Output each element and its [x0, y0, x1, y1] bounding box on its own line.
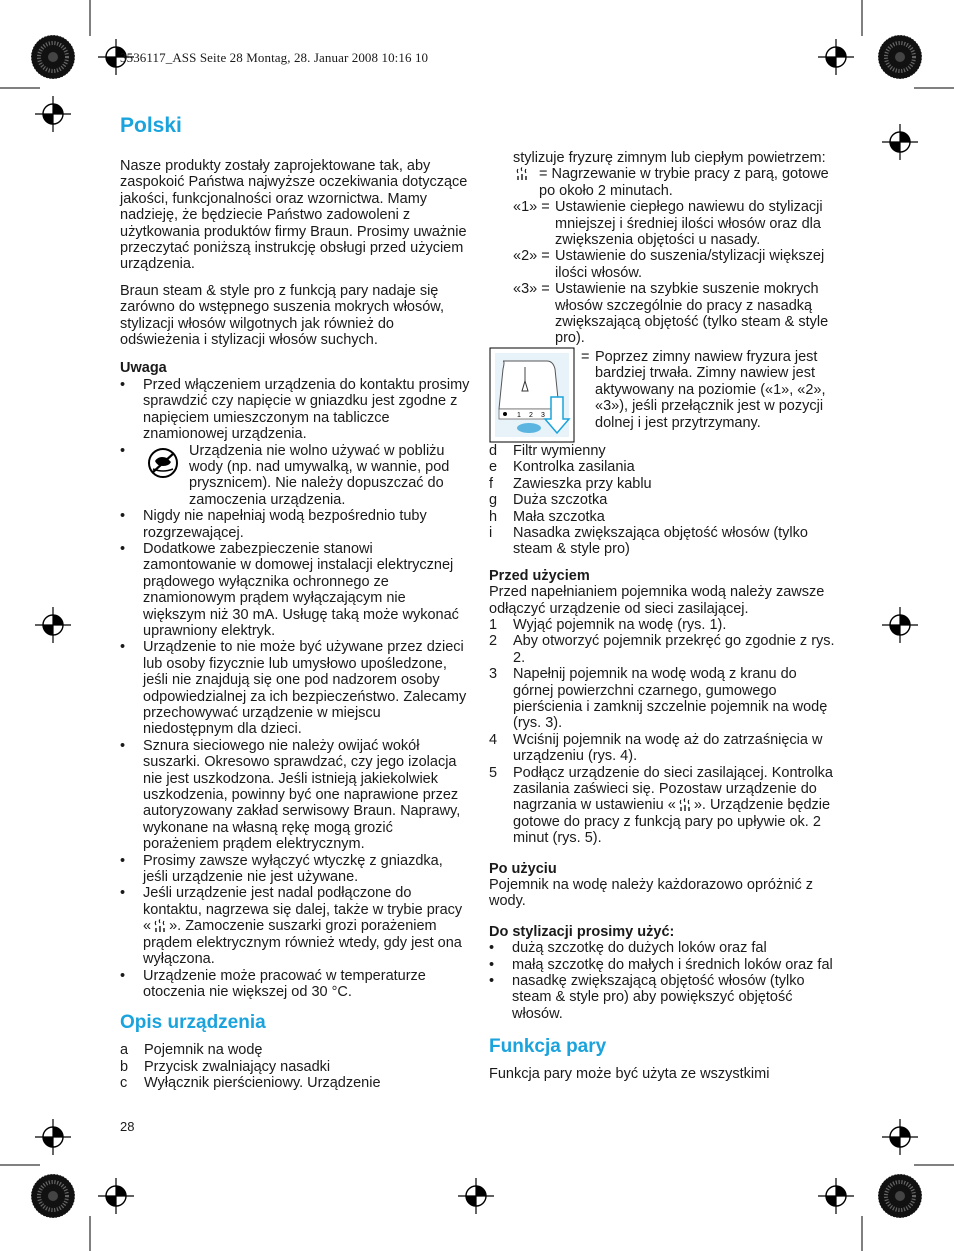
- list-item: • małą szczotkę do małych i średnich loków oraz fal: [489, 957, 839, 973]
- dial-label: 2: [529, 411, 533, 419]
- setting-key: =: [581, 348, 590, 365]
- step-number: 3: [489, 666, 498, 683]
- item-text: Filtr wymienny: [513, 442, 606, 459]
- list-item: • Dodatkowe zabezpieczenie stanowi zamontowanie w domowej instalacji elektrycznej prądowego wyłącznika ochronnego ze znamionowym prądem wyłączającym nie większym niż 30 mA. Usługę taką może wykonać uprawniony elektryk.: [120, 541, 470, 639]
- item-key: f: [489, 475, 494, 492]
- list-item: [120, 1075, 470, 1091]
- paragraph: Pojemnik na wodę należy każdorazowo opróżnić z wody.: [489, 877, 814, 910]
- item-key: g: [489, 492, 498, 509]
- intro-paragraph: Braun steam & style pro z funkcją pary nadaje się zarówno do wstępnego suszenia mokrych włosów, stylizacji włosów wilgotnych jak również do odświeżenia i stylizacji włosów suchych.: [120, 282, 444, 349]
- subheading-do: Do stylizacji prosimy użyć:: [489, 923, 675, 940]
- setting-key: «2» =: [513, 248, 550, 265]
- steam-icon: [678, 798, 692, 812]
- subheading-przed: Przed użyciem: [489, 567, 590, 584]
- list-item: • dużą szczotkę do dużych loków oraz fal: [489, 940, 839, 956]
- setting-item: [513, 248, 839, 281]
- radial-print-mark-icon: [31, 1174, 75, 1218]
- step-item: [489, 765, 839, 847]
- item-text: Przycisk zwalniający nasadki: [144, 1058, 331, 1075]
- list-item: [489, 492, 839, 508]
- section-title-polski: Polski: [120, 114, 182, 137]
- radial-print-mark-icon: [878, 35, 922, 79]
- steam-icon: [153, 919, 167, 933]
- print-header: 3536117_ASS Seite 28 Montag, 28. Januar 2008 10:16 10: [120, 50, 429, 65]
- radial-print-mark-icon: [31, 35, 75, 79]
- subheading-uwaga: Uwaga: [120, 360, 167, 377]
- item-text: Pojemnik na wodę: [144, 1042, 263, 1059]
- list-item: [120, 1042, 470, 1058]
- section-title-opis: Opis urządzenia: [120, 1012, 266, 1034]
- steps-list: [489, 617, 839, 847]
- list-item: [489, 443, 839, 459]
- subheading-po: Po użyciu: [489, 860, 557, 877]
- step-number: 1: [489, 616, 498, 633]
- setting-key: «3» =: [513, 281, 550, 298]
- section-title-funkcja: Funkcja pary: [489, 1036, 607, 1058]
- item-text: Nasadka zwiększająca objętość włosów (tylko steam & style pro): [513, 524, 808, 558]
- step-item: [489, 666, 839, 732]
- list-item: • Urządzenie może pracować w temperaturze otoczenia nie większej od 30 °C.: [120, 968, 470, 1001]
- page-number: 28: [120, 1119, 135, 1134]
- step-text: Wciśnij pojemnik na wodę aż do zatrzaśnięcia w urządzeniu (rys. 4).: [513, 731, 823, 765]
- right-column: [489, 150, 839, 1083]
- list-item: [120, 1059, 470, 1075]
- item-text: Mała szczotka: [513, 508, 605, 525]
- list-item: • Urządzenie to nie może być używane przez dzieci lub osoby fizycznie lub umysłowo upośledzone, jeśli nie znajdują się one pod nadzorem osoby odpowiedzialnej za ich bezpieczeństwo. Zalecamy przechowywać urządzenie w miejscu niedostępnym dla dzieci.: [120, 639, 470, 737]
- parts-list: [120, 1042, 470, 1091]
- crosshair-mark-icon: [98, 1178, 134, 1214]
- setting-item: [513, 199, 839, 248]
- list-text: ». Zamoczenie suszarki grozi porażeniem prądem elektrycznym również wtedy, gdy jest ona wyłączona.: [143, 918, 462, 968]
- step-number: 5: [489, 764, 498, 781]
- item-key: b: [120, 1058, 129, 1075]
- setting-item: [513, 281, 839, 347]
- list-item: [489, 459, 839, 475]
- list-item: • Prosimy zawsze wyłączyć wtyczkę z gniazdka, jeśli urządzenie nie jest używane.: [120, 853, 470, 886]
- intro-paragraph: Nasze produkty zostały zaprojektowane tak, aby zaspokoić Państwa najwyższe oczekiwania dotyczące jakości, funkcjonalności oraz wzornictwa. Mamy nadzieję, że będziecie Państwo zadowoleni z użytkowania produktów firmy Braun. Prosimy uważnie przeczytać poniższą instrukcję obsługi przed użyciem urządzenia.: [120, 158, 468, 273]
- list-text: Jeśli urządzenie jest nadal podłączone do kontaktu, nagrzewa się dalej, także w trybie pracy «: [143, 885, 463, 935]
- item-key: a: [120, 1042, 129, 1059]
- list-item: • Przed włączeniem urządzenia do kontaktu prosimy sprawdzić czy napięcie w gniazdku jest zgodne z napięciem umieszczonym na tabliczce znamionowej urządzenia.: [120, 377, 470, 443]
- styling-list: [489, 940, 839, 1022]
- step-item: [489, 617, 839, 633]
- setting-item: [513, 166, 839, 199]
- item-text: Wyłącznik pierścieniowy. Urządzenie: [144, 1075, 381, 1092]
- list-item: [120, 443, 470, 509]
- no-water-warning-icon: [143, 445, 187, 485]
- crosshair-mark-icon: [818, 39, 854, 75]
- item-key: h: [489, 508, 498, 525]
- dial-label: 3: [541, 411, 545, 419]
- setting-key: «1» =: [513, 199, 550, 216]
- steam-icon: [515, 167, 529, 181]
- step-text: Wyjąć pojemnik na wodę (rys. 1).: [513, 616, 727, 633]
- item-key: c: [120, 1075, 128, 1092]
- list-item: [489, 525, 839, 558]
- item-key: d: [489, 442, 498, 459]
- list-item: [489, 509, 839, 525]
- step-item: [489, 732, 839, 765]
- cool-shot-dial-icon: [489, 347, 575, 443]
- step-text: Napełnij pojemnik na wodę wodą z kranu do górnej powierzchni czarnego, gumowego pierścienia i zamknij szczelnie pojemnik na wodę (rys. 3).: [513, 666, 828, 732]
- crosshair-mark-icon: [458, 1178, 494, 1214]
- list-item: [120, 885, 470, 967]
- continuation-text: stylizuje fryzurę zimnym lub ciepłym powietrzem:: [513, 150, 826, 166]
- step-text-part: ». Urządzenie będzie gotowe do pracy z funkcją pary po upływie ok. 2 minut (rys. 5).: [513, 797, 831, 847]
- setting-key: [513, 166, 539, 199]
- item-text: Kontrolka zasilania: [513, 459, 635, 476]
- radial-print-mark-icon: [878, 1174, 922, 1218]
- dial-label: 1: [517, 411, 521, 419]
- item-text: Zawieszka przy kablu: [513, 475, 652, 492]
- setting-text: = Nagrzewanie w trybie pracy z parą, gotowe po około 2 minutach.: [539, 166, 829, 199]
- item-text: Duża szczotka: [513, 492, 608, 509]
- paragraph: Funkcja pary może być użyta ze wszystkimi: [489, 1066, 770, 1083]
- crosshair-mark-icon: [882, 124, 918, 160]
- crosshair-mark-icon: [818, 1178, 854, 1214]
- crosshair-mark-icon: [882, 607, 918, 643]
- warning-list: [120, 377, 470, 1000]
- setting-text: Poprzez zimny nawiew fryzura jest bardziej trwała. Zimny nawiew jest aktywowany na poziomie («1», «2», «3»), jeśli przełącznik jest w pozycji dolnej i jest przytrzymany.: [595, 348, 826, 431]
- item-key: e: [489, 459, 498, 476]
- left-column: [120, 114, 470, 1092]
- list-item: • nasadkę zwiększającą objętość włosów (tylko steam & style pro) aby powiększyć objętość włosów.: [489, 973, 839, 1022]
- step-item: [489, 633, 839, 666]
- step-text: Aby otworzyć pojemnik przekręć go zgodnie z rys. 2.: [513, 633, 835, 666]
- paragraph: Przed napełnianiem pojemnika wodą należy zawsze odłączyć urządzenie od sieci zasilającej.: [489, 584, 825, 617]
- crosshair-mark-icon: [35, 607, 71, 643]
- crosshair-mark-icon: [35, 1119, 71, 1155]
- step-text-part: Podłącz urządzenie do sieci zasilającej. Kontrolka zasilania zaświeci się. Pozostaw urządzenie do nagrzania w ustawieniu «: [513, 764, 833, 814]
- warning-text: • Urządzenia nie wolno używać w pobliżu wody (np. nad umywalką, w wannie, pod prysznicem). Nie należy dopuszczać do zamoczenia urządzenia.: [189, 442, 450, 508]
- setting-text: Ustawienie do suszenia/stylizacji większej ilości włosów.: [555, 248, 825, 281]
- settings-list: [489, 166, 839, 346]
- step-number: 4: [489, 731, 498, 748]
- item-key: i: [489, 524, 493, 541]
- parts-list: [489, 443, 839, 558]
- cool-shot-row: [489, 349, 839, 443]
- list-item: • Nigdy nie napełniaj wodą bezpośrednio tuby rozgrzewającej.: [120, 508, 470, 541]
- step-number: 2: [489, 633, 498, 650]
- setting-text: Ustawienie ciepłego nawiewu do stylizacji mniejszej i średniej ilości włosów oraz dla zwiększenia objętości u nasady.: [555, 199, 823, 249]
- setting-text: Ustawienie na szybkie suszenie mokrych włosów szczególnie do pracy z nasadką zwiększającą objętość (tylko steam & style pro).: [555, 281, 829, 347]
- crosshair-mark-icon: [35, 96, 71, 132]
- list-item: [489, 476, 839, 492]
- step-text: [513, 765, 839, 847]
- crosshair-mark-icon: [882, 1119, 918, 1155]
- list-item: • Sznura sieciowego nie należy owijać wokół suszarki. Okresowo sprawdzać, czy jego izolacja nie jest uszkodzona. Jeśli istnieją jakiekolwiek uszkodzenia, powinny być one naprawione przez autoryzowany zakład serwisowy Braun. Naprawy, wykonane na własną rękę mogą grozić porażeniem prądem elektrycznym.: [120, 738, 470, 853]
